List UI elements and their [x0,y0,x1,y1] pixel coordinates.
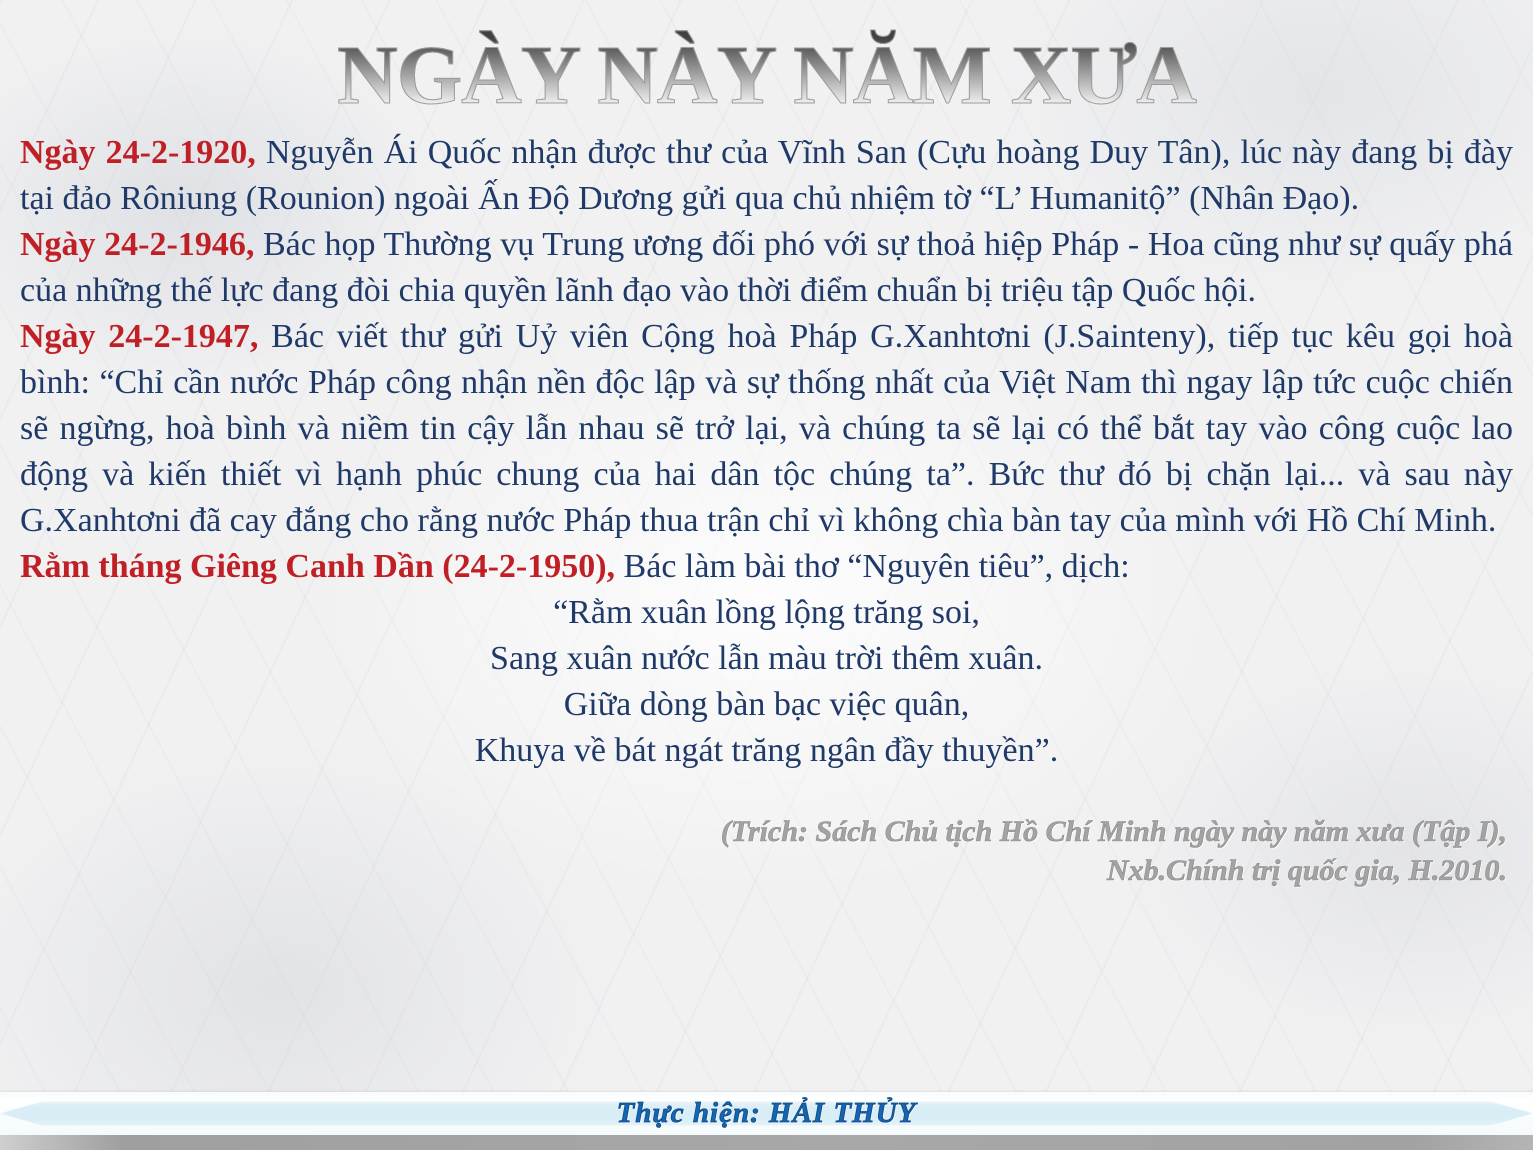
date-heading-1920: Ngày 24-2-1920, [20,134,256,172]
citation-line-2: Nxb.Chính trị quốc gia, H.2010. [1106,854,1507,888]
poem-line-3: Giữa dòng bàn bạc việc quân, [563,686,970,724]
date-heading-1947: Ngày 24-2-1947, [20,318,259,356]
paragraph-1920 [20,130,1513,222]
source-citation [0,812,1507,890]
poem [20,590,1513,774]
paragraph-1946-text: Bác họp Thường vụ Trung ương đối phó với sự thoả hiệp Pháp - Hoa cũng như sự quấy phá của những thế lực đang đòi chia quyền lãnh đạo vào thời điểm chuẩn bị triệu tập Quốc hội. [20,226,1514,310]
paragraph-1947-text: Bác viết thư gửi Uỷ viên Cộng hoà Pháp G.Xanhtơni (J.Sainteny), tiếp tục kêu gọi hoà bình: “Chỉ cần nước Pháp công nhận nền độc lập và sự thống nhất của Việt Nam thì ngay lập tức cuộc chiến sẽ ngừng, hoà bình và niềm tin cậy lẫn nhau sẽ trở lại, và chúng ta sẽ lại có thể bắt tay vào công cuộc lao động và kiến thiết vì hạnh phúc chung của hai dân tộc chúng ta”. Bức thư đó bị chặn lại... và sau này G.Xanhtơni đã cay đắng cho rằng nước Pháp thua trận chỉ vì không chìa bàn tay của mình với Hồ Chí Minh. [20,318,1513,540]
paragraph-1950-text: Bác làm bài thơ “Nguyên tiêu”, dịch: [615,548,1130,586]
poem-line-2: Sang xuân nước lẫn màu trời thêm xuân. [490,640,1043,678]
paragraph-1947 [20,314,1513,544]
paragraph-1946 [20,222,1513,314]
poem-line-1: “Rằm xuân lồng lộng trăng soi, [553,594,980,632]
date-heading-1950: Rằm tháng Giêng Canh Dần (24-2-1950), [20,548,616,586]
date-heading-1946: Ngày 24-2-1946, [20,226,255,264]
bottom-gray-strip [0,1135,1533,1150]
paragraph-1920-text: Nguyễn Ái Quốc nhận được thư của Vĩnh San (Cựu hoàng Duy Tân), lúc này đang bị đày tại đảo Rôniung (Rounion) ngoài Ấn Độ Dương gửi qua chủ nhiệm tờ “L’ Humanitộ” (Nhân Đạo). [20,134,1514,218]
poem-line-4: Khuya về bát ngát trăng ngân đầy thuyền”. [474,732,1059,770]
footer-credit: Thực hiện: HẢI THỦY [616,1097,917,1129]
page-title: NGÀY NÀY NĂM XƯA [20,30,1513,122]
footer-bar [0,1092,1533,1135]
body-text [20,130,1513,590]
citation-line-1: (Trích: Sách Chủ tịch Hồ Chí Minh ngày này năm xưa (Tập I), [720,815,1507,849]
paragraph-1950 [20,544,1513,590]
